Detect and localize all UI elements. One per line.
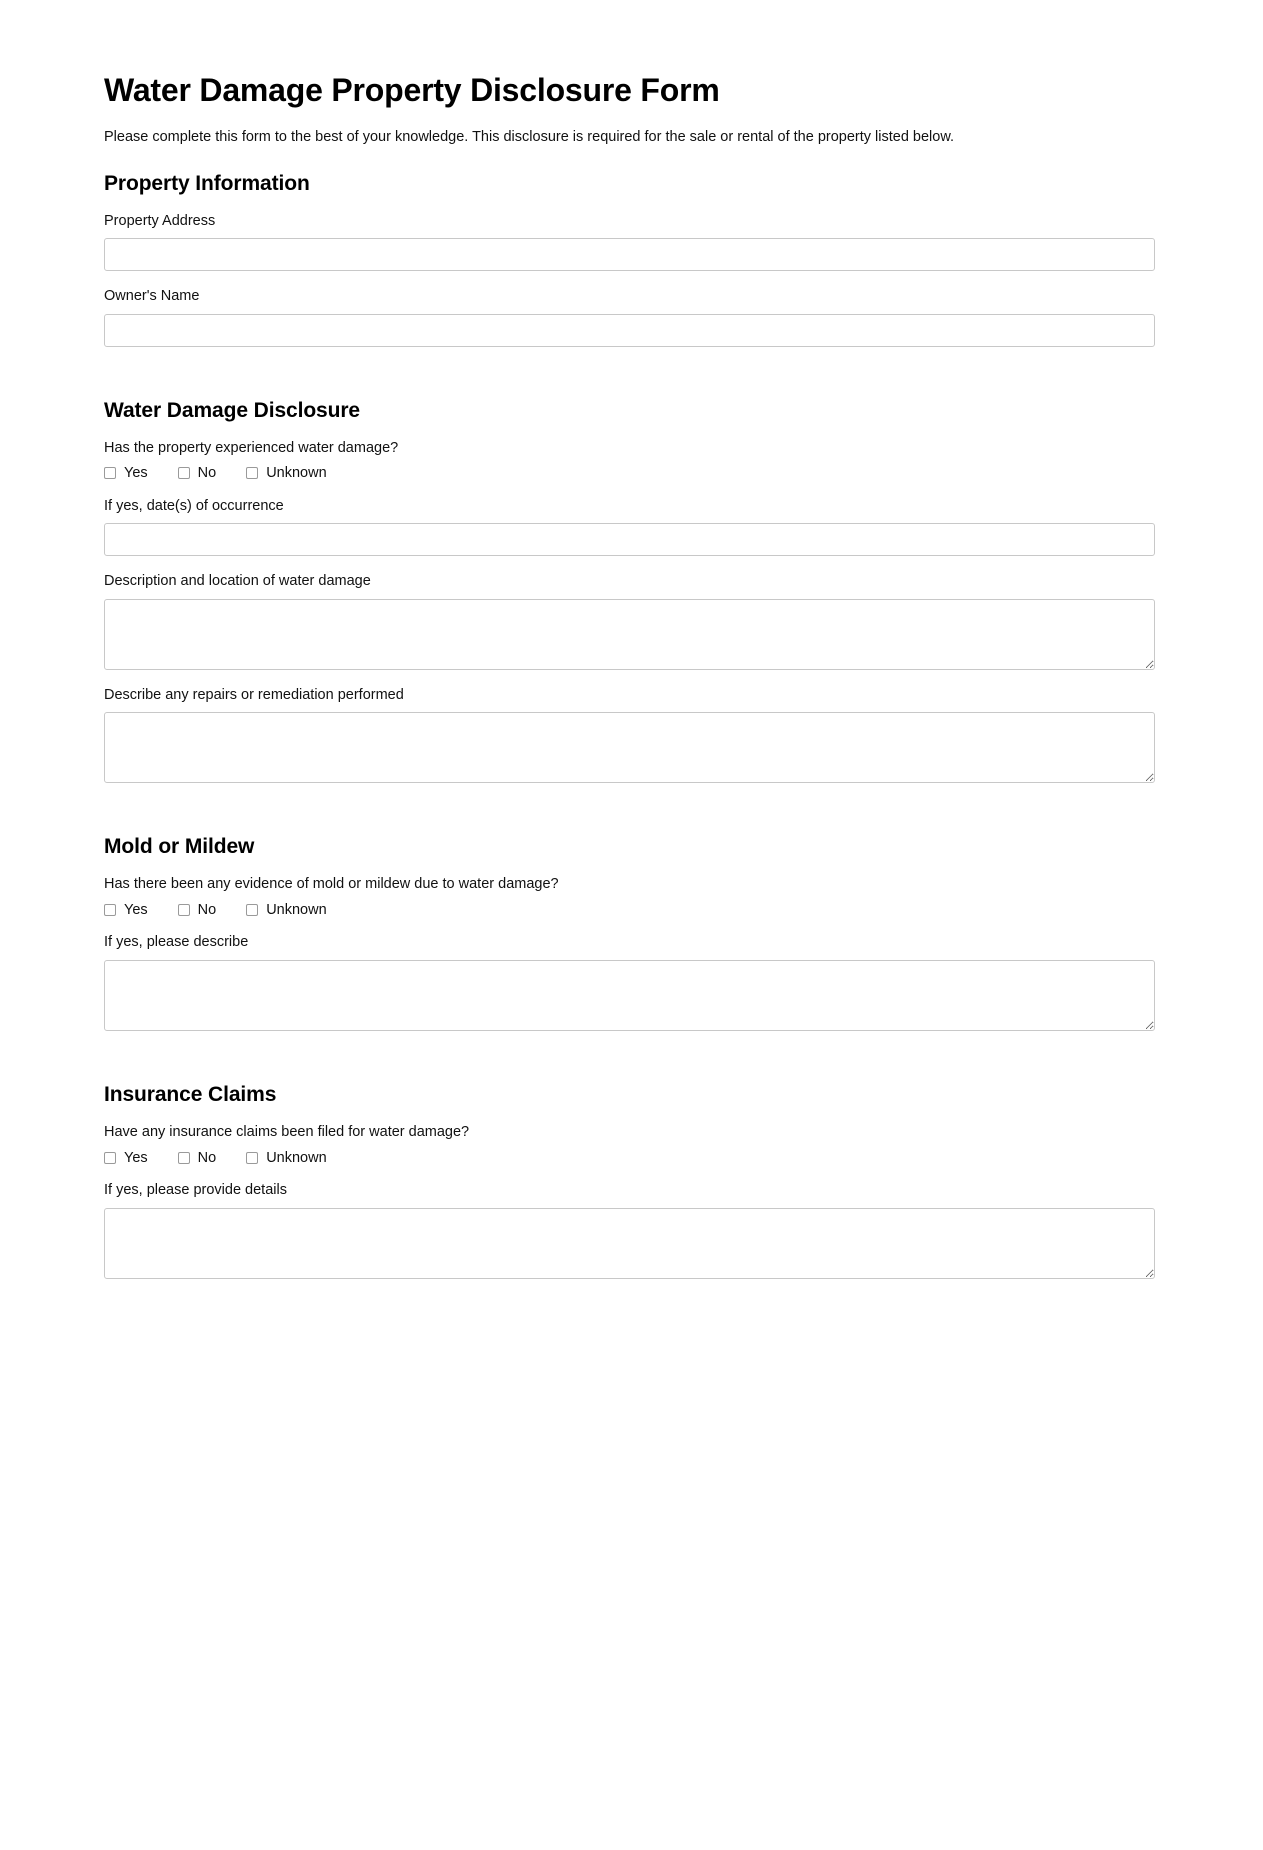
occurrence-dates-input[interactable] (104, 523, 1155, 556)
section-heading-property-information: Property Information (104, 171, 310, 195)
mold-describe-label: If yes, please describe (104, 934, 249, 951)
choice-label-yes: Yes (124, 465, 148, 482)
section-heading-insurance-claims: Insurance Claims (104, 1083, 277, 1107)
checkbox-icon[interactable] (178, 1152, 190, 1164)
water-damage-question: Has the property experienced water damage? (104, 439, 399, 456)
section-mold-or-mildew (104, 783, 1158, 1031)
mold-question: Has there been any evidence of mold or mildew due to water damage? (104, 876, 559, 893)
form-intro-text: Please complete this form to the best of your knowledge. This disclosure is required for the sale or rental of the property listed below. (104, 128, 955, 145)
checkbox-icon[interactable] (104, 467, 116, 479)
mold-describe-textarea[interactable] (104, 960, 1155, 1031)
field-occurrence-dates (104, 497, 1158, 557)
choice-label-unknown: Unknown (266, 465, 327, 482)
choice-label-unknown: Unknown (266, 901, 327, 918)
section-property-information (104, 149, 1158, 347)
checkbox-icon[interactable] (104, 1152, 116, 1164)
mold-choice-row (104, 903, 1158, 918)
field-mold-describe (104, 933, 1158, 1031)
field-repairs-description (104, 686, 1158, 784)
property-address-label: Property Address (104, 212, 216, 229)
owners-name-input[interactable] (104, 314, 1155, 347)
checkbox-icon[interactable] (178, 904, 190, 916)
choice-label-no: No (197, 901, 217, 918)
choice-label-unknown: Unknown (266, 1149, 327, 1166)
section-insurance-claims (104, 1031, 1158, 1279)
checkbox-icon[interactable] (246, 904, 258, 916)
checkbox-icon[interactable] (178, 467, 190, 479)
occurrence-dates-label: If yes, date(s) of occurrence (104, 497, 284, 514)
checkbox-icon[interactable] (104, 904, 116, 916)
section-heading-mold-or-mildew: Mold or Mildew (104, 835, 255, 859)
water-damage-choice-row (104, 466, 1158, 481)
mold-choice-yes[interactable] (104, 903, 148, 918)
page-title: Water Damage Property Disclosure Form (104, 72, 720, 108)
water-damage-choice-yes[interactable] (104, 466, 148, 481)
repairs-description-label: Describe any repairs or remediation performed (104, 686, 404, 703)
field-property-address (104, 212, 1158, 272)
insurance-details-label: If yes, please provide details (104, 1182, 287, 1199)
repairs-description-textarea[interactable] (104, 712, 1155, 783)
insurance-details-textarea[interactable] (104, 1208, 1155, 1279)
choice-label-no: No (197, 465, 217, 482)
section-heading-water-damage-disclosure: Water Damage Disclosure (104, 398, 361, 422)
mold-choice-unknown[interactable] (246, 903, 326, 918)
form-content-area (104, 0, 1158, 1290)
damage-description-textarea[interactable] (104, 599, 1155, 670)
insurance-choice-row (104, 1151, 1158, 1166)
water-damage-choice-unknown[interactable] (246, 466, 326, 481)
insurance-choice-yes[interactable] (104, 1151, 148, 1166)
mold-choice-no[interactable] (178, 903, 217, 918)
insurance-question: Have any insurance claims been filed for water damage? (104, 1124, 470, 1141)
insurance-choice-unknown[interactable] (246, 1151, 326, 1166)
owners-name-label: Owner's Name (104, 288, 200, 305)
checkbox-icon[interactable] (246, 467, 258, 479)
property-address-input[interactable] (104, 238, 1155, 271)
field-owners-name (104, 287, 1158, 347)
water-damage-choice-no[interactable] (178, 466, 217, 481)
damage-description-label: Description and location of water damage (104, 573, 371, 590)
choice-label-yes: Yes (124, 901, 148, 918)
field-insurance-details (104, 1181, 1158, 1279)
field-damage-description (104, 572, 1158, 670)
checkbox-icon[interactable] (246, 1152, 258, 1164)
choice-label-yes: Yes (124, 1149, 148, 1166)
insurance-choice-no[interactable] (178, 1151, 217, 1166)
section-water-damage-disclosure (104, 347, 1158, 784)
choice-label-no: No (197, 1149, 217, 1166)
